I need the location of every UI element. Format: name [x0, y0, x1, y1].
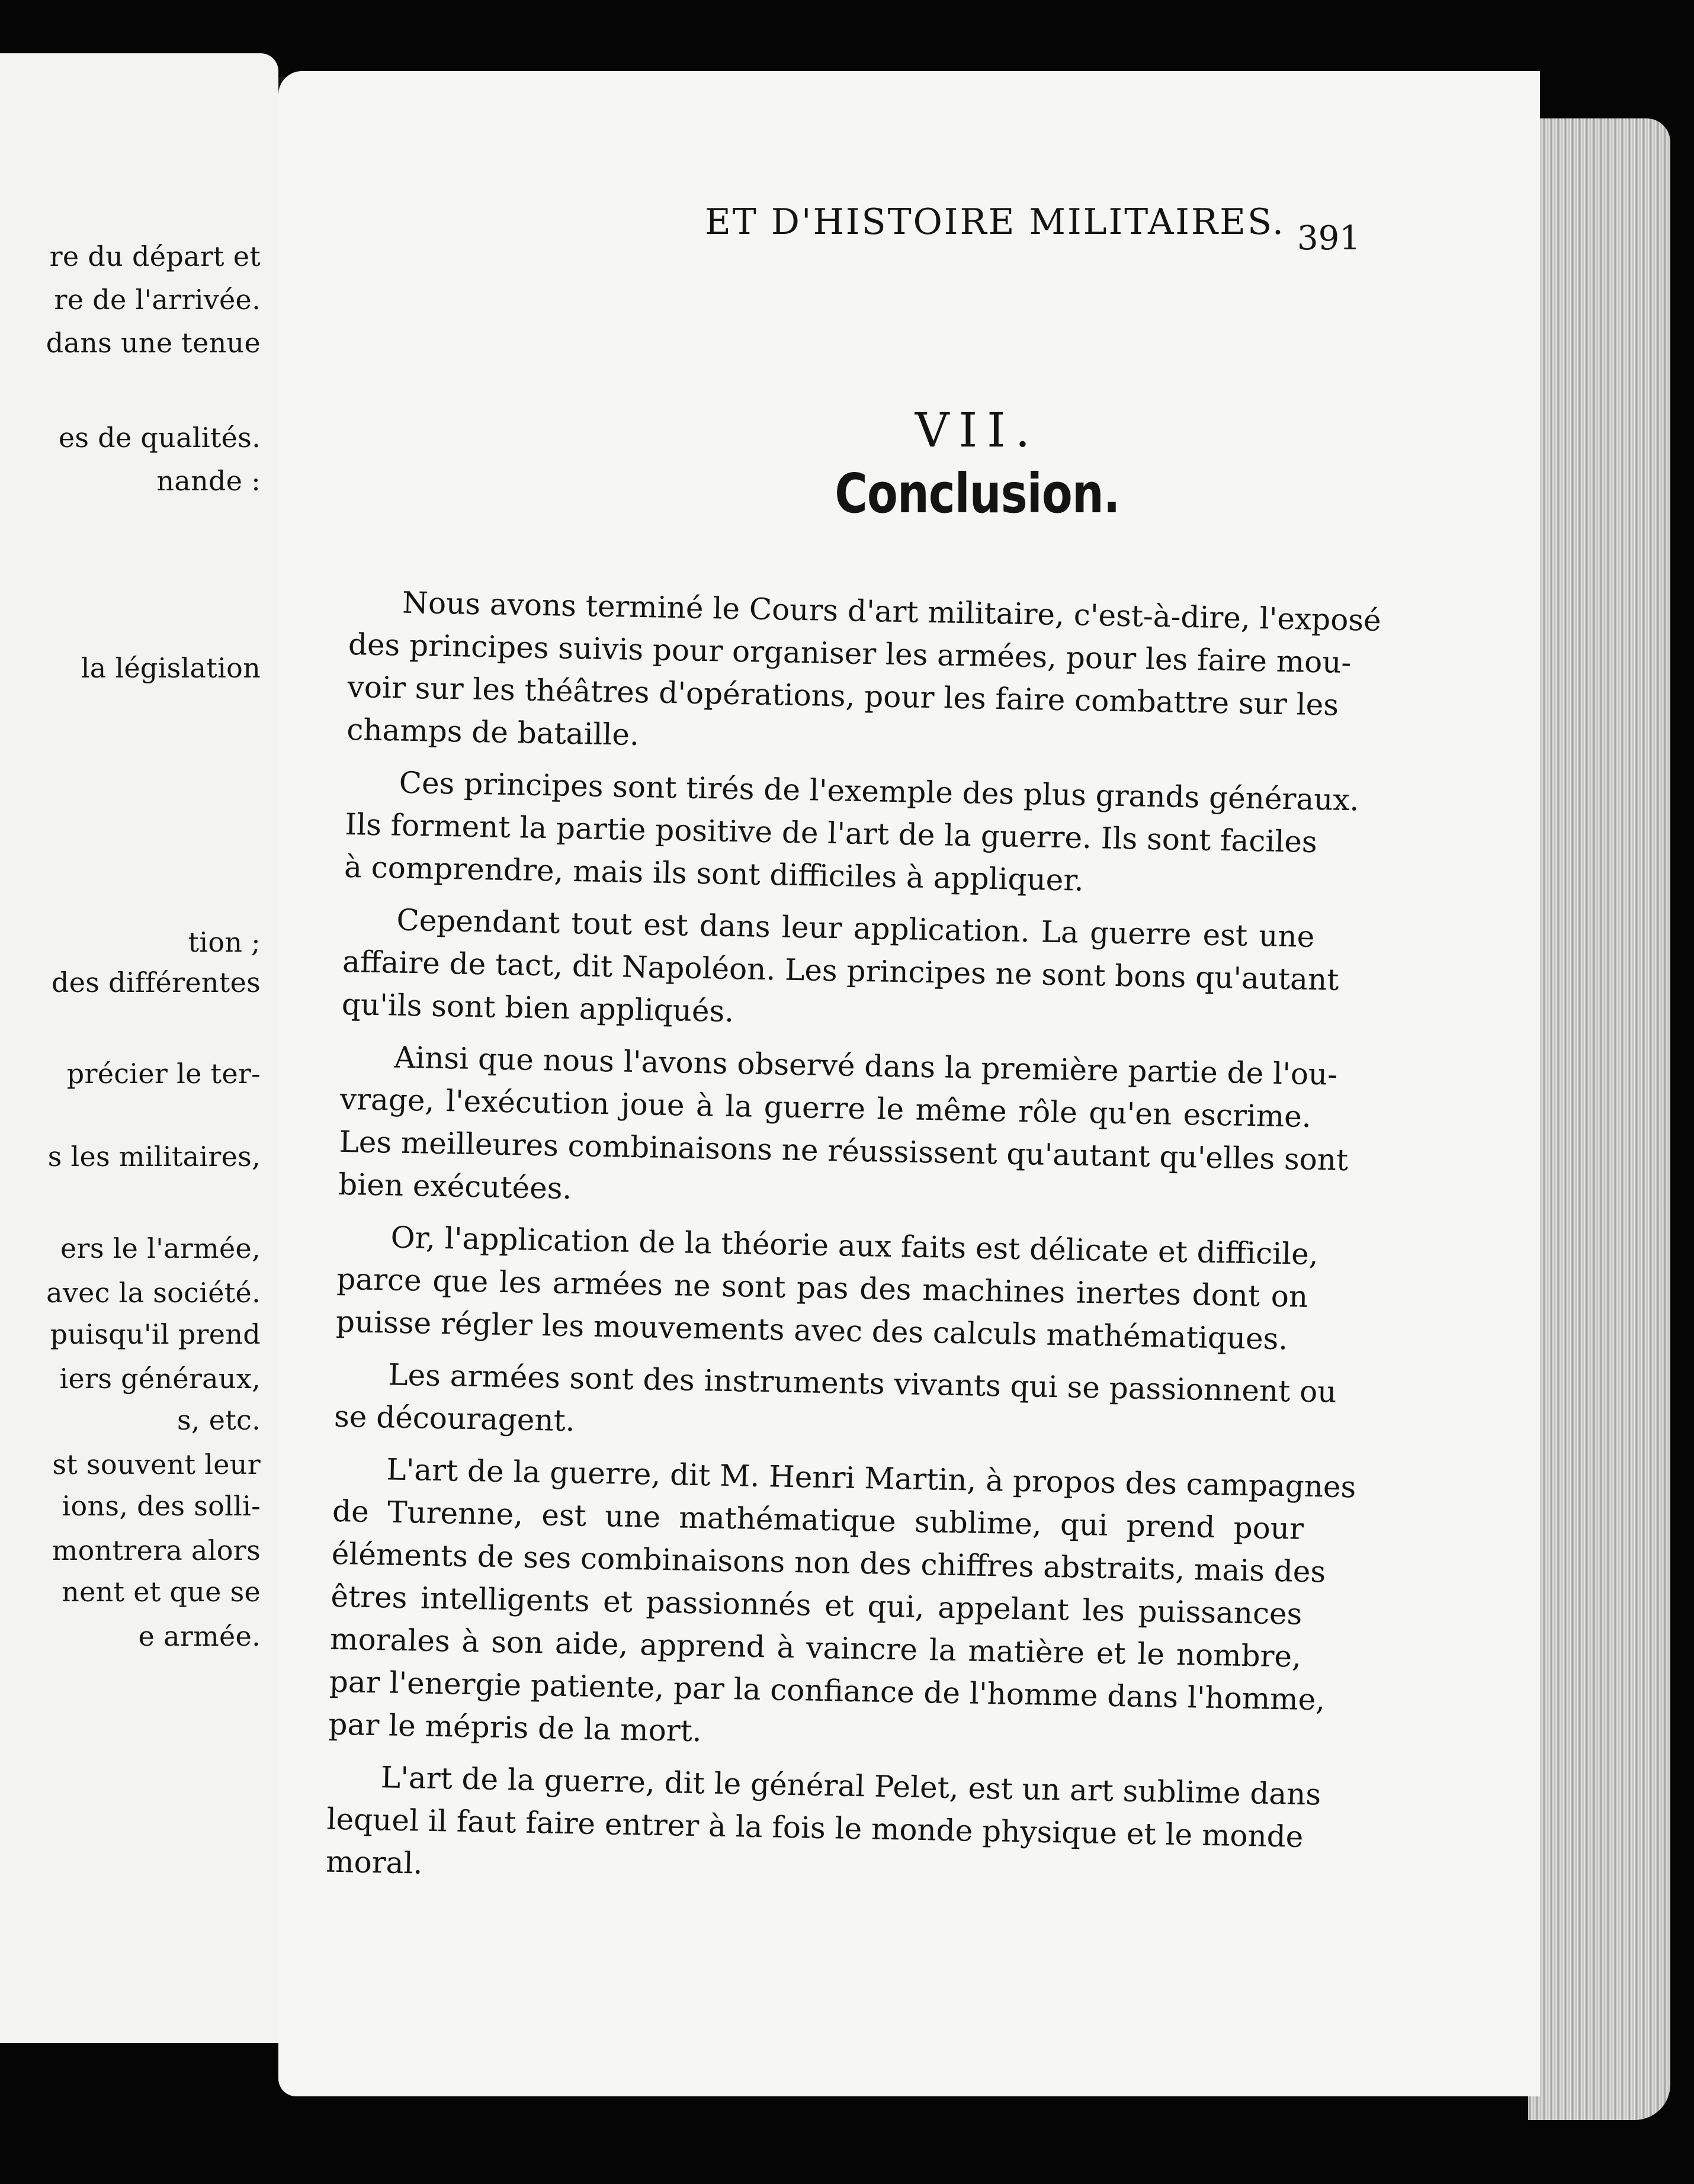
- page-number: 391: [1297, 219, 1361, 258]
- text-line: Nous avons terminé le Cours d'art militaire, c'est-à-dire, l'exposé: [402, 585, 1382, 638]
- left-page-line: nent et que se: [62, 1576, 261, 1608]
- section-title: Conclusion.: [835, 462, 1120, 525]
- text-line: êtres intelligents et passionnés et qui, appelant les puissances: [331, 1579, 1302, 1631]
- left-page-line: s les militaires,: [47, 1141, 261, 1173]
- left-page-line: re de l'arrivée.: [54, 284, 261, 316]
- left-page-line: puisqu'il prend: [50, 1318, 261, 1350]
- text-line: parce que les armées ne sont pas des machines inertes dont on: [336, 1261, 1308, 1314]
- left-page-line: ers le l'armée,: [60, 1232, 261, 1264]
- left-page-line: précier le ter-: [66, 1058, 261, 1090]
- text-line: Ces principes sont tirés de l'exemple des plus grands généraux.: [399, 765, 1360, 818]
- left-page-line: es de qualités.: [58, 422, 261, 454]
- left-page-line: s, etc.: [177, 1404, 261, 1436]
- left-page-line: st souvent leur: [52, 1448, 261, 1480]
- text-line: Les meilleures combinaisons ne réussissent qu'autant qu'elles sont: [339, 1124, 1349, 1178]
- paragraph: [341, 898, 1339, 1043]
- paragraph: [346, 580, 1382, 769]
- text-line: par l'energie patiente, par la confiance de l'homme dans l'homme,: [329, 1664, 1326, 1717]
- text-line: vrage, l'exécution joue à la guerre le même rôle qu'en escrime.: [339, 1081, 1312, 1134]
- left-page-line: iers généraux,: [59, 1363, 261, 1395]
- left-page-line: la législation: [81, 652, 261, 684]
- paragraph: [338, 1035, 1349, 1223]
- left-page-line: dans une tenue: [46, 327, 261, 359]
- text-line: Les armées sont des instruments vivants qui se passionnent ou: [387, 1357, 1337, 1409]
- text-line: Ainsi que nous l'avons observé dans la première partie de l'ou-: [393, 1040, 1338, 1092]
- text-line: éléments de ses combinaisons non des chiffres abstraits, mais des: [331, 1536, 1326, 1589]
- text-line: lequel il faut faire entrer à la fois le monde physique et le monde: [326, 1801, 1304, 1854]
- right-page: [278, 71, 1540, 2096]
- text-line: puisse régler les mouvements avec des calculs mathématiques.: [335, 1304, 1288, 1357]
- text-line: Ils forment la partie positive de l'art de la guerre. Ils sont faciles: [344, 807, 1318, 860]
- text-line: Cependant tout est dans leur application. La guerre est une: [396, 902, 1315, 954]
- left-page-line: re du départ et: [49, 240, 261, 272]
- left-page-line: montrera alors: [52, 1534, 261, 1566]
- text-line: affaire de tact, dit Napoléon. Les principes ne sont bons qu'autant: [342, 944, 1339, 997]
- paragraph: [328, 1447, 1356, 1764]
- paragraph: [344, 760, 1360, 906]
- text-line: champs de bataille.: [346, 712, 640, 752]
- left-facing-page: [0, 53, 278, 2043]
- text-line: L'art de la guerre, dit le général Pelet, est un art sublime dans: [380, 1760, 1321, 1812]
- text-line: à comprendre, mais ils sont difficiles à appliquer.: [344, 849, 1085, 898]
- running-head: ET D'HISTOIRE MILITAIRES.: [704, 201, 1286, 243]
- text-line: voir sur les théâtres d'opérations, pour les faire combattre sur les: [347, 669, 1339, 722]
- paragraph: [325, 1755, 1321, 1901]
- body-text: [325, 580, 1382, 1910]
- text-line: moral.: [325, 1844, 423, 1881]
- left-page-line: ions, des solli-: [62, 1490, 261, 1522]
- text-line: des principes suivis pour organiser les armées, pour les faire mou-: [348, 627, 1352, 680]
- text-line: qu'ils sont bien appliqués.: [341, 987, 734, 1029]
- page-edges: [1528, 118, 1670, 2120]
- paragraph: [333, 1353, 1337, 1456]
- section-number: VII.: [915, 403, 1040, 458]
- text-line: par le mépris de la mort.: [328, 1707, 702, 1749]
- text-line: se découragent.: [333, 1399, 576, 1438]
- paragraph: [335, 1215, 1319, 1361]
- left-page-line: des différentes: [52, 966, 261, 998]
- left-page-line: avec la société.: [46, 1277, 261, 1309]
- left-page-line: e armée.: [138, 1620, 261, 1652]
- text-line: bien exécutées.: [338, 1167, 572, 1206]
- left-page-line: tion ;: [188, 926, 261, 958]
- left-page-line: nande :: [156, 465, 261, 497]
- text-line: Or, l'application de la théorie aux faits est délicate et difficile,: [390, 1220, 1319, 1272]
- text-line: de Turenne, est une mathématique sublime, qui prend pour: [332, 1494, 1304, 1546]
- text-line: morales à son aide, apprend à vaincre la matière et le nombre,: [329, 1621, 1302, 1674]
- text-line: L'art de la guerre, dit M. Henri Martin, à propos des campagnes: [386, 1452, 1356, 1505]
